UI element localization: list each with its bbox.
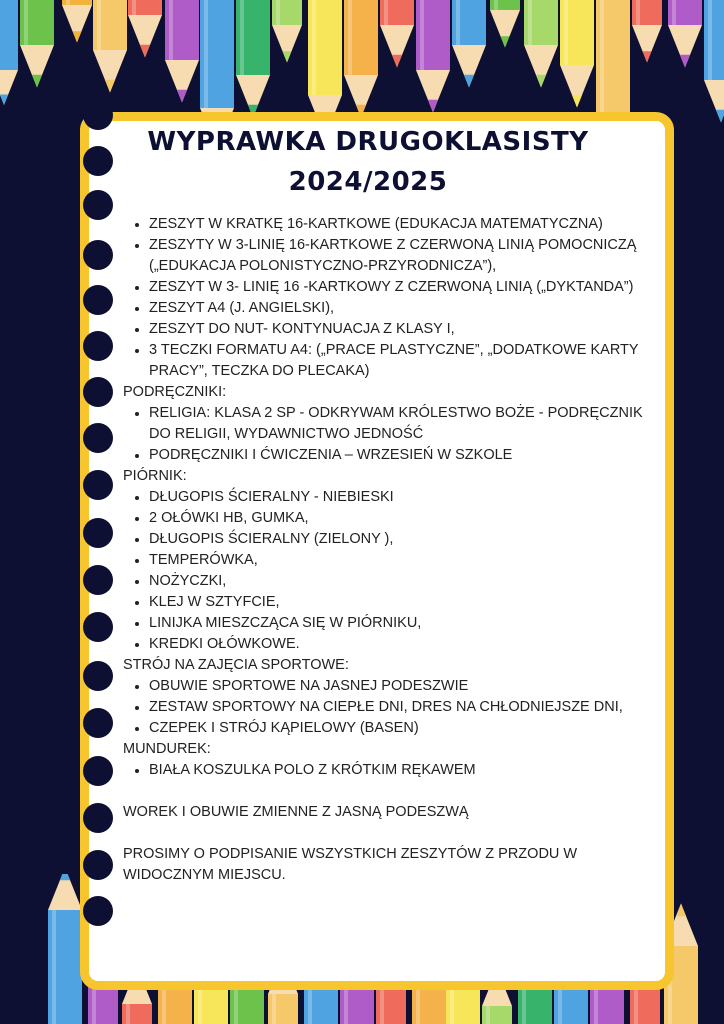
list-item: • CZEPEK I STRÓJ KĄPIELOWY (BASEN) [149,718,668,739]
pencil-icon [20,0,54,88]
pencil-icon [560,0,594,108]
list-item: • OBUWIE SPORTOWE NA JASNEJ PODESZWIE [149,676,668,697]
section-heading-textbooks: PODRĘCZNIKI: [123,384,227,400]
list-item: • ZESZYTY W 3-LINIĘ 16-KARTKOWE Z CZERWONĄ LINIĄ POMOCNICZĄ („EDUKACJA POLONISTYCZNO-PRZYRODNICZA”), [149,235,668,277]
binder-hole [83,565,113,595]
binder-hole [83,423,113,453]
binder-hole [83,377,113,407]
list-item: • DŁUGOPIS ŚCIERALNY (ZIELONY ), [149,529,668,550]
note-bag: WOREK I OBUWIE ZMIENNE Z JASNĄ PODESZWĄ [123,804,469,820]
list-item: • KLEJ W SZTYFCIE, [149,592,668,613]
list-item: • BIAŁA KOSZULKA POLO Z KRÓTKIM RĘKAWEM [149,760,668,781]
list-item: • LINIJKA MIESZCZĄCA SIĘ W PIÓRNIKU, [149,613,668,634]
list-item: • NOŻYCZKI, [149,571,668,592]
pencil-icon [632,0,662,63]
list-item: • ZESZYT A4 (J. ANGIELSKI), [149,298,668,319]
binder-hole [83,240,113,270]
pencil-icon [344,0,378,118]
list-item: • ZESTAW SPORTOWY NA CIEPŁE DNI, DRES NA CHŁODNIEJSZE DNI, [149,697,668,718]
pencil-icon [128,0,162,58]
binder-hole [83,518,113,548]
binder-hole [83,803,113,833]
binder-hole [83,470,113,500]
list-item: • TEMPERÓWKA, [149,550,668,571]
pencil-icon [272,0,302,63]
list-item: • DŁUGOPIS ŚCIERALNY - NIEBIESKI [149,487,668,508]
pencil-icon [62,0,92,43]
pencil-case-list [123,487,668,655]
binder-hole [83,612,113,642]
notebooks-list [123,214,668,382]
section-heading-uniform: MUNDUREK: [123,741,211,757]
supply-list [123,214,668,886]
list-item: • 2 OŁÓWKI HB, GUMKA, [149,508,668,529]
list-item: • ZESZYT DO NUT- KONTYNUACJA Z KLASY I, [149,319,668,340]
pencil-icon [416,0,450,113]
binder-hole [83,756,113,786]
pencil-icon [165,0,199,103]
binder-hole [83,850,113,880]
list-item: • ZESZYT W 3- LINIĘ 16 -KARTKOWY Z CZERWONĄ LINIĄ („DYKTANDA”) [149,277,668,298]
list-item: • KREDKI OŁÓWKOWE. [149,634,668,655]
section-heading-pencil-case: PIÓRNIK: [123,468,187,484]
binder-hole [83,661,113,691]
title-line-1: WYPRAWKA DRUGOKLASISTY [147,127,589,157]
pencil-icon [490,0,520,48]
uniform-list [123,760,668,781]
pencil-icon [380,0,414,68]
pencil-icon [236,0,270,118]
binder-hole [83,896,113,926]
pencil-icon [452,0,486,88]
list-item: • 3 TECZKI FORMATU A4: („PRACE PLASTYCZNE”, „DODATKOWE KARTY PRACY”, TECZKA DO PLECAKA) [149,340,668,382]
note-sign: PROSIMY O PODPISANIE WSZYSTKICH ZESZYTÓW Z PRZODU W WIDOCZNYM MIEJSCU. [123,846,578,883]
title-line-2: 2024/2025 [288,167,448,197]
page-title [88,122,648,202]
pencil-icon [48,874,82,1024]
pencil-icon [524,0,558,88]
list-item: • RELIGIA: KLASA 2 SP - ODKRYWAM KRÓLESTWO BOŻE - PODRĘCZNIK DO RELIGII, WYDAWNICTWO JEDNOŚĆ [149,403,668,445]
binder-hole [83,708,113,738]
list-item: • PODRĘCZNIKI I ĆWICZENIA – WRZESIEŃ W SZKOLE [149,445,668,466]
binder-hole [83,285,113,315]
binder-hole [83,331,113,361]
pencil-icon [93,0,127,93]
textbooks-list [123,403,668,466]
list-item: • ZESZYT W KRATKĘ 16-KARTKOWE (EDUKACJA MATEMATYCZNA) [149,214,668,235]
section-heading-pe-outfit: STRÓJ NA ZAJĘCIA SPORTOWE: [123,657,349,673]
pe-outfit-list [123,676,668,739]
pencil-icon [704,0,724,123]
pencil-icon [668,0,702,68]
pencil-icon [0,0,18,105]
